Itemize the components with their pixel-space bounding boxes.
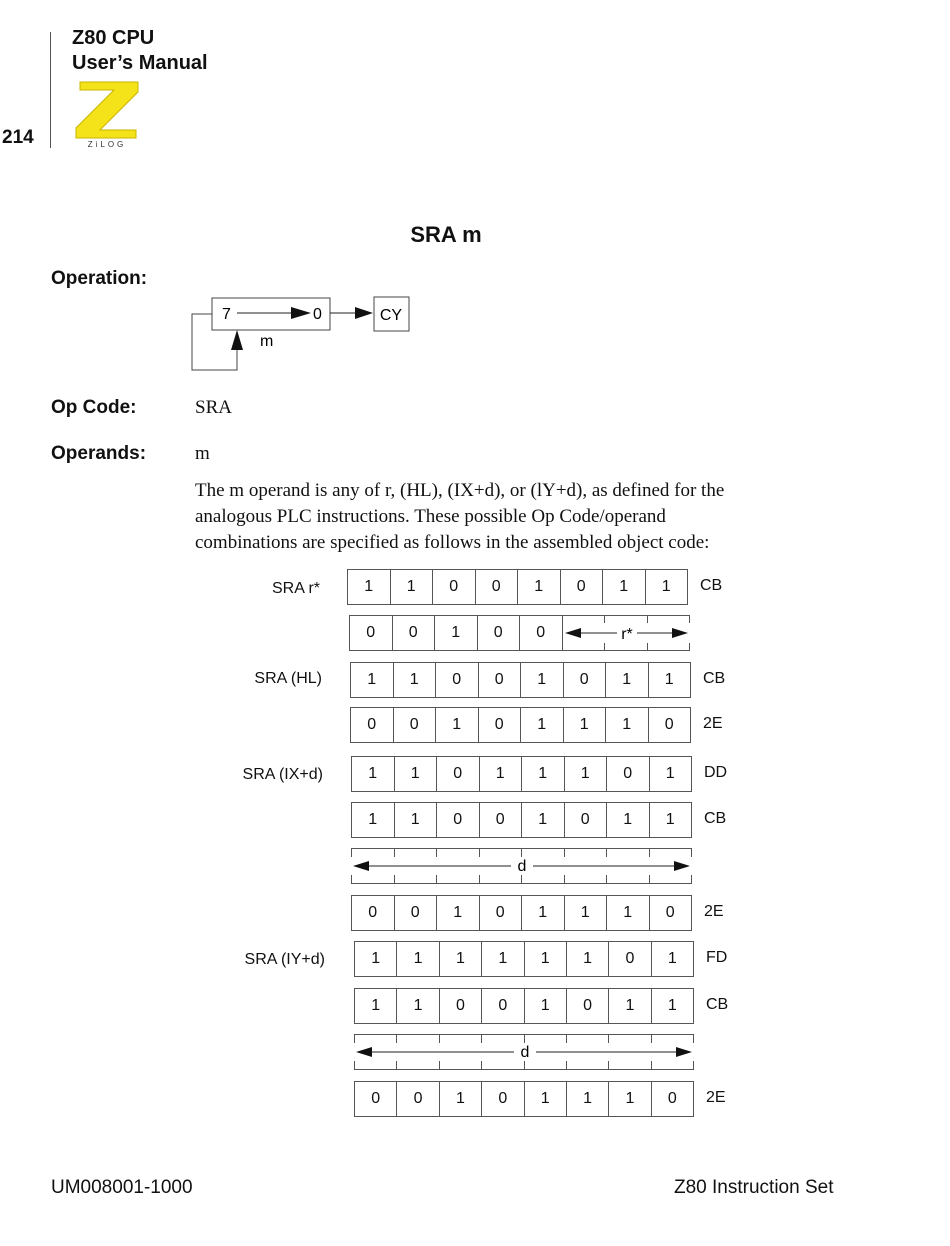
bit: 0	[520, 616, 563, 650]
instruction-title: SRA m	[410, 222, 482, 247]
byte-sra-iy-4	[354, 1081, 694, 1117]
bit: 1	[397, 942, 439, 976]
bit: 1	[355, 942, 397, 976]
bit: 1	[391, 570, 434, 604]
operands-description: The m operand is any of r, (HL), (IX+d), or (lY+d), as defined for the analogous PLC instructions. These possible Op Code/operand combinations are specified as follows in the assembled object code:	[195, 480, 725, 553]
bit: 0	[480, 896, 523, 930]
byte-sra-ix-4	[351, 895, 692, 931]
bit: 1	[522, 803, 565, 837]
bit: 1	[522, 757, 565, 791]
byte-sra-hl-2	[350, 707, 691, 743]
bit: 1	[665, 765, 675, 782]
displacement-arrow	[354, 1034, 694, 1070]
encoding-label-sra-hl: SRA (HL)	[254, 670, 322, 687]
register-field-label: r*	[621, 626, 633, 643]
bit: 1	[567, 1082, 609, 1116]
bit: 1	[435, 616, 478, 650]
operand-label: m	[260, 333, 274, 350]
displacement-label: d	[517, 858, 527, 875]
operands-label: Operands:	[51, 443, 147, 464]
bit: 1	[661, 578, 671, 595]
bit: 1	[565, 896, 608, 930]
operation-label: Operation:	[51, 268, 148, 289]
hex-code: CB	[703, 670, 726, 687]
bit: 1	[667, 997, 677, 1014]
bit: 0	[437, 803, 480, 837]
bit: 0	[482, 989, 524, 1023]
hex-code: CB	[704, 810, 727, 827]
bit: 0	[564, 663, 607, 697]
bit: 1	[606, 663, 649, 697]
bit: 0	[355, 1082, 397, 1116]
bit: 0	[479, 663, 522, 697]
bit: 1	[482, 942, 524, 976]
displacement-label: d	[520, 1044, 530, 1061]
bit: 0	[393, 616, 436, 650]
logo-text: ZiLOG	[87, 140, 127, 148]
bit: 1	[436, 708, 479, 742]
bit: 1	[352, 803, 395, 837]
bit: 1	[603, 570, 646, 604]
bit: 0	[395, 896, 438, 930]
bit-low-label: 0	[313, 306, 322, 323]
bit: 0	[436, 663, 479, 697]
bit: 1	[440, 1082, 482, 1116]
bit: 1	[348, 570, 391, 604]
encoding-label-sra-r: SRA r*	[271, 580, 320, 597]
byte-sra-ix-1	[351, 756, 692, 792]
bit: 0	[397, 1082, 439, 1116]
encoding-label-sra-iy: SRA (IY+d)	[244, 951, 325, 968]
bit: 0	[478, 616, 521, 650]
bit: 1	[351, 663, 394, 697]
byte-sra-hl-1	[350, 662, 691, 698]
bit: 0	[667, 1090, 677, 1107]
operands-value: m	[195, 443, 210, 464]
opcode-label: Op Code:	[51, 397, 137, 418]
bit: 1	[521, 708, 564, 742]
bit: 1	[564, 708, 607, 742]
byte-sra-iy-1	[354, 941, 694, 977]
hex-code: CB	[700, 577, 723, 594]
bit: 1	[525, 989, 567, 1023]
bit: 1	[665, 811, 675, 828]
bit: 1	[609, 989, 651, 1023]
bit-high-label: 7	[222, 306, 231, 323]
bit: 0	[433, 570, 476, 604]
register-field-arrow	[563, 615, 690, 651]
bit: 1	[607, 803, 650, 837]
bit: 1	[607, 896, 650, 930]
hex-code: 2E	[703, 715, 723, 732]
bit: 0	[664, 716, 674, 733]
byte-sra-iy-2	[354, 988, 694, 1024]
bit: 1	[395, 803, 438, 837]
bit: 0	[476, 570, 519, 604]
bit: 1	[397, 989, 439, 1023]
opcode-value: SRA	[195, 397, 232, 418]
bit: 1	[525, 1082, 567, 1116]
hex-code: 2E	[706, 1089, 726, 1106]
manual-title: Z80 CPU User’s Manual	[72, 27, 208, 74]
bit: 1	[440, 942, 482, 976]
operation-diagram	[185, 292, 420, 374]
bit: 0	[565, 803, 608, 837]
carry-label: CY	[379, 307, 403, 324]
bit: 1	[352, 757, 395, 791]
header-divider	[50, 32, 51, 148]
bit: 1	[664, 671, 674, 688]
bit: 0	[350, 616, 393, 650]
bit: 1	[567, 942, 609, 976]
hex-code: DD	[704, 764, 728, 781]
hex-code: CB	[706, 996, 729, 1013]
bit: 1	[522, 896, 565, 930]
bit: 1	[355, 989, 397, 1023]
page-number: 214	[2, 127, 34, 148]
bit: 1	[606, 708, 649, 742]
bit: 1	[521, 663, 564, 697]
bit: 1	[518, 570, 561, 604]
hex-code: FD	[706, 949, 728, 966]
bit: 0	[440, 989, 482, 1023]
footer-section: Z80 Instruction Set	[674, 1177, 834, 1198]
displacement-arrow	[351, 848, 692, 884]
bit: 0	[665, 904, 675, 921]
bit: 0	[609, 942, 651, 976]
footer-doc-id: UM008001-1000	[51, 1177, 193, 1198]
bit: 1	[480, 757, 523, 791]
bit: 1	[395, 757, 438, 791]
bit: 1	[525, 942, 567, 976]
bit: 1	[667, 950, 677, 967]
hex-code: 2E	[704, 903, 724, 920]
byte-sra-r-1	[347, 569, 688, 605]
bit: 0	[437, 757, 480, 791]
bit: 0	[561, 570, 604, 604]
bit: 1	[437, 896, 480, 930]
byte-sra-ix-2	[351, 802, 692, 838]
bit: 0	[567, 989, 609, 1023]
bit: 0	[352, 896, 395, 930]
bit: 0	[394, 708, 437, 742]
bit: 0	[480, 803, 523, 837]
bit: 1	[394, 663, 437, 697]
bit: 0	[607, 757, 650, 791]
bit: 0	[351, 708, 394, 742]
bit: 1	[609, 1082, 651, 1116]
zilog-logo	[74, 80, 140, 148]
bit: 0	[479, 708, 522, 742]
bit: 1	[565, 757, 608, 791]
bit: 0	[482, 1082, 524, 1116]
encoding-label-sra-ix: SRA (IX+d)	[242, 766, 323, 783]
